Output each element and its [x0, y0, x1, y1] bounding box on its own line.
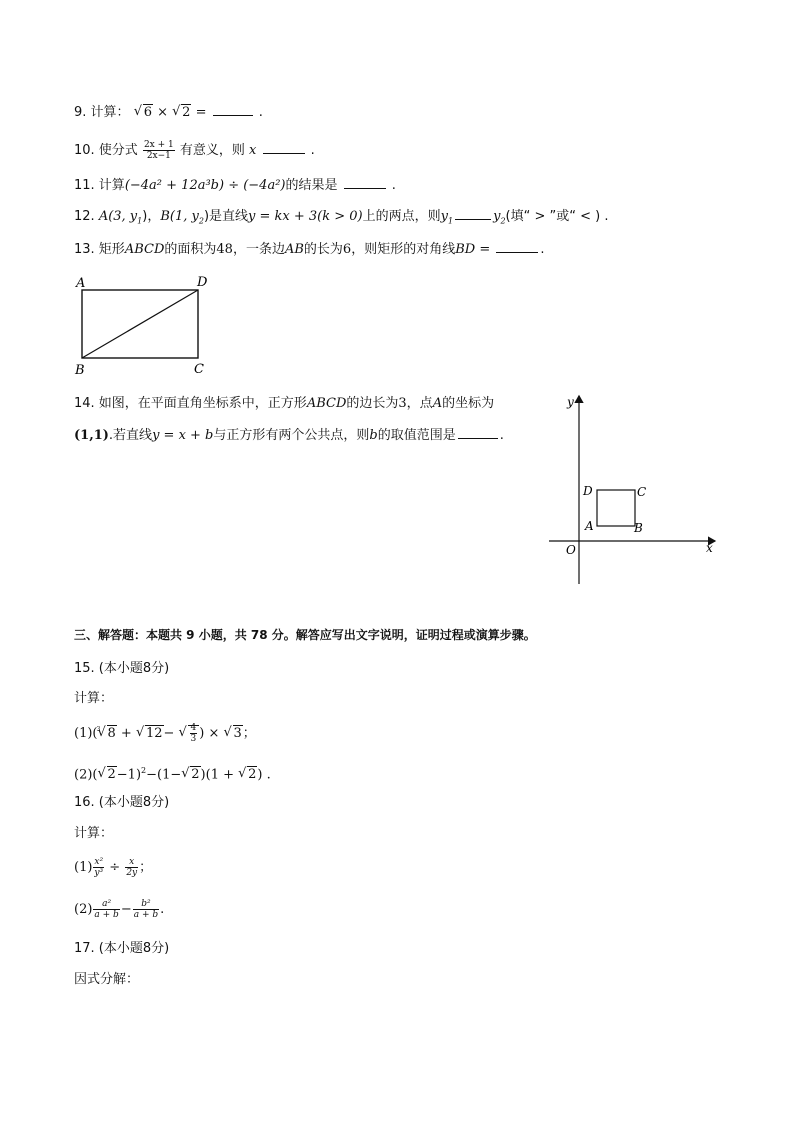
sub: 2: [500, 216, 506, 226]
equals: =: [195, 105, 211, 120]
fraction-10: [143, 140, 175, 161]
t: ) .: [257, 767, 271, 783]
rect-name: ABCD: [124, 242, 165, 257]
q14-l2-mid2: 与正方形有两个公共点，则: [213, 428, 370, 443]
sqrt-2: [181, 766, 200, 784]
label-a: A: [76, 276, 86, 291]
question-11: [74, 176, 396, 195]
exponent: 2: [141, 766, 147, 775]
var-x: x: [249, 143, 257, 158]
coordinate-figure: [545, 390, 725, 590]
t: −1): [116, 767, 142, 783]
label-b: B: [75, 363, 85, 378]
label-c: C: [637, 485, 647, 499]
question-16-instruction: 计算：: [74, 826, 114, 841]
fraction: [190, 723, 198, 744]
sqrt-2: [238, 766, 257, 784]
num: x: [125, 857, 138, 868]
q9-prefix: 9. 计算：: [74, 105, 130, 120]
q10-tail: .: [310, 143, 315, 158]
question-15-instruction: 计算：: [74, 691, 114, 706]
den: 3: [190, 734, 197, 744]
fraction: [125, 857, 138, 878]
label-b: B: [634, 521, 643, 535]
q13-mid1: 的面积为: [164, 242, 217, 257]
part-label: (2): [74, 902, 93, 917]
num: √ 4: [190, 723, 197, 733]
question-10: [74, 140, 315, 161]
question-15-title: 15. (本小题8分): [74, 661, 170, 676]
radicand: 3: [233, 726, 242, 741]
square-name: ABCD: [306, 396, 347, 411]
end: .: [160, 902, 165, 917]
point-a: A: [432, 396, 443, 411]
q11-expression: (−4a² + 12a³b) ÷ (−4a²): [124, 178, 286, 193]
q14-prefix: 14. 如图，在平面直角坐标系中，正方形: [74, 396, 307, 411]
t: (: [92, 767, 98, 783]
answer-blank-11[interactable]: [344, 176, 386, 189]
question-16-part1: [74, 856, 152, 880]
t: )(1 +: [200, 767, 239, 783]
answer-blank-9[interactable]: [213, 103, 253, 116]
radicand: 2: [107, 767, 116, 783]
end: ；: [242, 726, 256, 741]
section-3-heading: 三、解答题：本题共 9 小题，共 78 分。解答应写出文字说明，证明过程或演算步骤。: [74, 628, 536, 642]
label-y: y: [567, 395, 574, 409]
q11-prefix: 11. 计算: [74, 178, 125, 193]
fraction: [93, 857, 104, 878]
question-12: [74, 207, 608, 231]
operator: ÷: [109, 860, 121, 875]
var-b: b: [369, 428, 378, 443]
den: a + b: [94, 910, 119, 920]
end: ；: [139, 860, 153, 875]
frac-numerator: 2x + 1: [143, 140, 174, 150]
q13-mid2: ，一条边: [232, 242, 285, 257]
question-17-title: 17. (本小题8分): [74, 941, 170, 956]
label-origin: O: [566, 543, 576, 557]
fraction: [133, 899, 159, 920]
sqrt-6: √ 6: [134, 104, 153, 122]
diagonal-bd: [82, 290, 198, 358]
answer-blank-14[interactable]: [458, 426, 498, 439]
point-b: B(1, y: [160, 209, 199, 224]
q12-prefix: 12.: [74, 209, 99, 224]
sqrt-2: [98, 766, 117, 784]
answer-blank-10[interactable]: [263, 141, 305, 154]
sqrt-12: [136, 722, 164, 746]
q9-tail: .: [258, 105, 263, 120]
q14-end: .: [499, 428, 504, 443]
answer-blank-13[interactable]: [496, 240, 538, 253]
coordinate: (1,1): [74, 428, 109, 443]
times-sign: ×: [157, 105, 173, 120]
den: y³: [94, 868, 104, 878]
t: −(1−: [146, 767, 182, 783]
radicand: 2: [191, 767, 200, 783]
part-label: (1): [74, 726, 93, 741]
len-value: 6: [342, 242, 352, 257]
line-equation: y = x + b: [152, 428, 214, 443]
label-c: C: [194, 362, 204, 377]
part-label: (2): [74, 767, 93, 783]
side-length: 3: [398, 396, 407, 411]
q12-mid2: 上的两点，则: [362, 209, 441, 224]
den: 2y: [126, 868, 138, 878]
diagonal: BD =: [455, 242, 495, 257]
answer-blank-12[interactable]: [455, 207, 491, 220]
q14-mid: 的边长为: [346, 396, 399, 411]
q13-tail: .: [540, 242, 545, 257]
q12-tail: (填“ > ”或“ < ) .: [505, 209, 609, 224]
square-abcd: [597, 490, 635, 526]
sqrt-2: √ 2: [172, 104, 191, 122]
question-14-line1: [74, 395, 494, 413]
sub: 1: [137, 216, 143, 226]
sep: )，: [142, 209, 161, 224]
q12-mid1: )是直线: [203, 209, 249, 224]
q10-prefix: 10. 使分式: [74, 143, 138, 158]
label-a: A: [585, 519, 594, 533]
q13-mid4: ，则矩形的对角线: [351, 242, 456, 257]
point-a: A(3, y: [98, 209, 138, 224]
q14-mid2: ，点: [406, 396, 433, 411]
cube-root-8: [98, 722, 117, 746]
question-16-title: 16. (本小题8分): [74, 795, 170, 810]
sub: 1: [447, 216, 454, 226]
q13-mid3: 的长为: [303, 242, 343, 257]
num: b²: [133, 899, 159, 910]
q14-tail: 的坐标为: [442, 396, 495, 411]
q13-prefix: 13. 矩形: [74, 242, 125, 257]
question-17-instruction: 因式分解：: [74, 972, 140, 987]
question-15-part1: (1)( √ 3 8 + √ 12− √ $\frac{4}{3}$ ) × √ 3；: [74, 722, 256, 746]
operator: −: [120, 902, 132, 917]
label-d: D: [197, 275, 208, 290]
side-name: AB: [284, 242, 304, 257]
question-14-line2: [74, 426, 504, 445]
part-label: (1): [74, 860, 93, 875]
sqrt-3: [224, 722, 243, 746]
rectangle-figure: [70, 272, 220, 380]
den: a + b: [133, 910, 159, 920]
q11-tail: .: [391, 178, 396, 193]
line-equation: y = kx + 3(k > 0): [248, 209, 363, 224]
q14-l2-mid: .若直线: [108, 428, 153, 443]
radicand: 8: [107, 726, 116, 741]
q10-mid: 有意义，则: [179, 143, 245, 158]
question-15-part2: [74, 762, 271, 784]
y1: y: [440, 209, 448, 224]
question-13: [74, 240, 545, 259]
question-9: [74, 103, 263, 122]
q11-mid: 的结果是: [285, 178, 338, 193]
sqrt-frac: [179, 722, 200, 746]
area-value: 48: [216, 242, 233, 257]
frac-denominator: 2x−1: [146, 151, 171, 161]
num: x²: [94, 857, 104, 867]
label-d: D: [583, 484, 593, 498]
radicand: 2: [248, 767, 257, 783]
num: a²: [93, 899, 119, 910]
root-index: √ 3: [96, 726, 101, 733]
radicand: 12: [145, 726, 163, 741]
fraction: [93, 899, 119, 920]
label-x: x: [706, 541, 713, 555]
y2: y: [493, 209, 501, 224]
sub: 2: [198, 216, 204, 226]
q14-l2-tail: 的取值范围是: [377, 428, 456, 443]
question-16-part2: [74, 898, 164, 922]
